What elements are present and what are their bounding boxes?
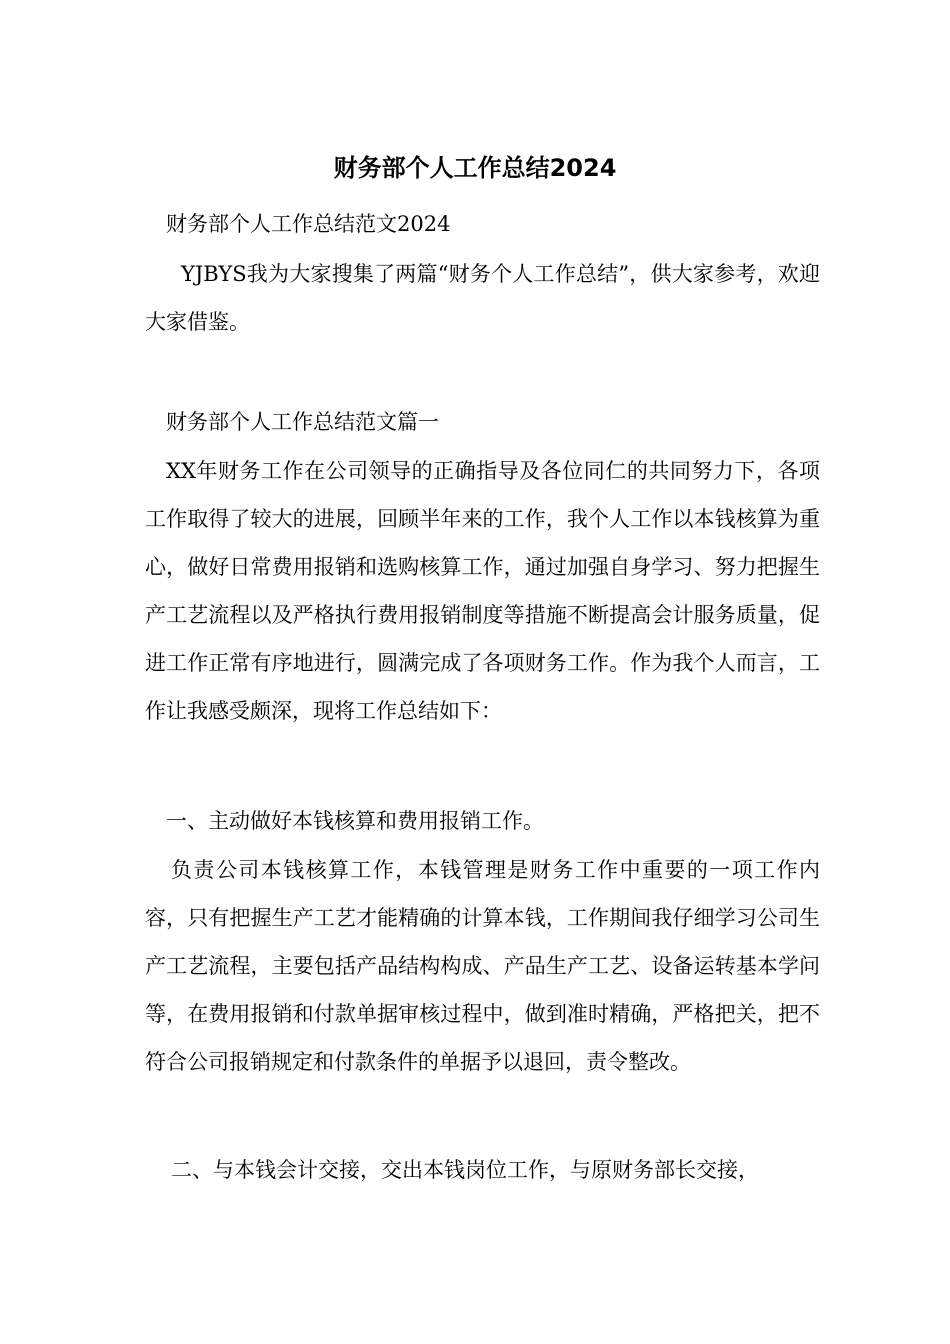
section-heading: 财务部个人工作总结范文篇一 [166, 410, 439, 434]
paragraph-1: XX年财务工作在公司领导的正确指导及各位同仁的共同努力下，各项工作取得了较大的进展，回顾半年来的工作，我个人工作以本钱核算为重心，做好日常费用报销和选购核算工作，通过加强自身学习、努力把握生产工艺流程以及严格执行费用报销制度等措施不断提高会计服务质量，促进工作正常有序地进行，圆满完成了各项财务工作。作为我个人而言，工作让我感受颇深，现将工作总结如下： [145, 459, 820, 723]
item-heading-1: 一、主动做好本钱核算和费用报销工作。 [166, 809, 544, 833]
document-subtitle: 财务部个人工作总结范文2024 [166, 212, 451, 236]
paragraph-2: 负责公司本钱核算工作，本钱管理是财务工作中重要的一项工作内容，只有把握生产工艺才能精确的计算本钱，工作期间我仔细学习公司生产工艺流程，主要包括产品结构构成、产品生产工艺、设备运转基本学问等，在费用报销和付款单据审核过程中，做到准时精确，严格把关，把不符合公司报销规定和付款条件的单据予以退回，责令整改。 [145, 858, 820, 1074]
item-heading-2: 二、与本钱会计交接，交出本钱岗位工作，与原财务部长交接， [171, 1158, 759, 1182]
intro-paragraph: YJBYS我为大家搜集了两篇“财务个人工作总结”，供大家参考，欢迎大家借鉴。 [145, 262, 820, 334]
document-title: 财务部个人工作总结2024 [333, 154, 617, 182]
